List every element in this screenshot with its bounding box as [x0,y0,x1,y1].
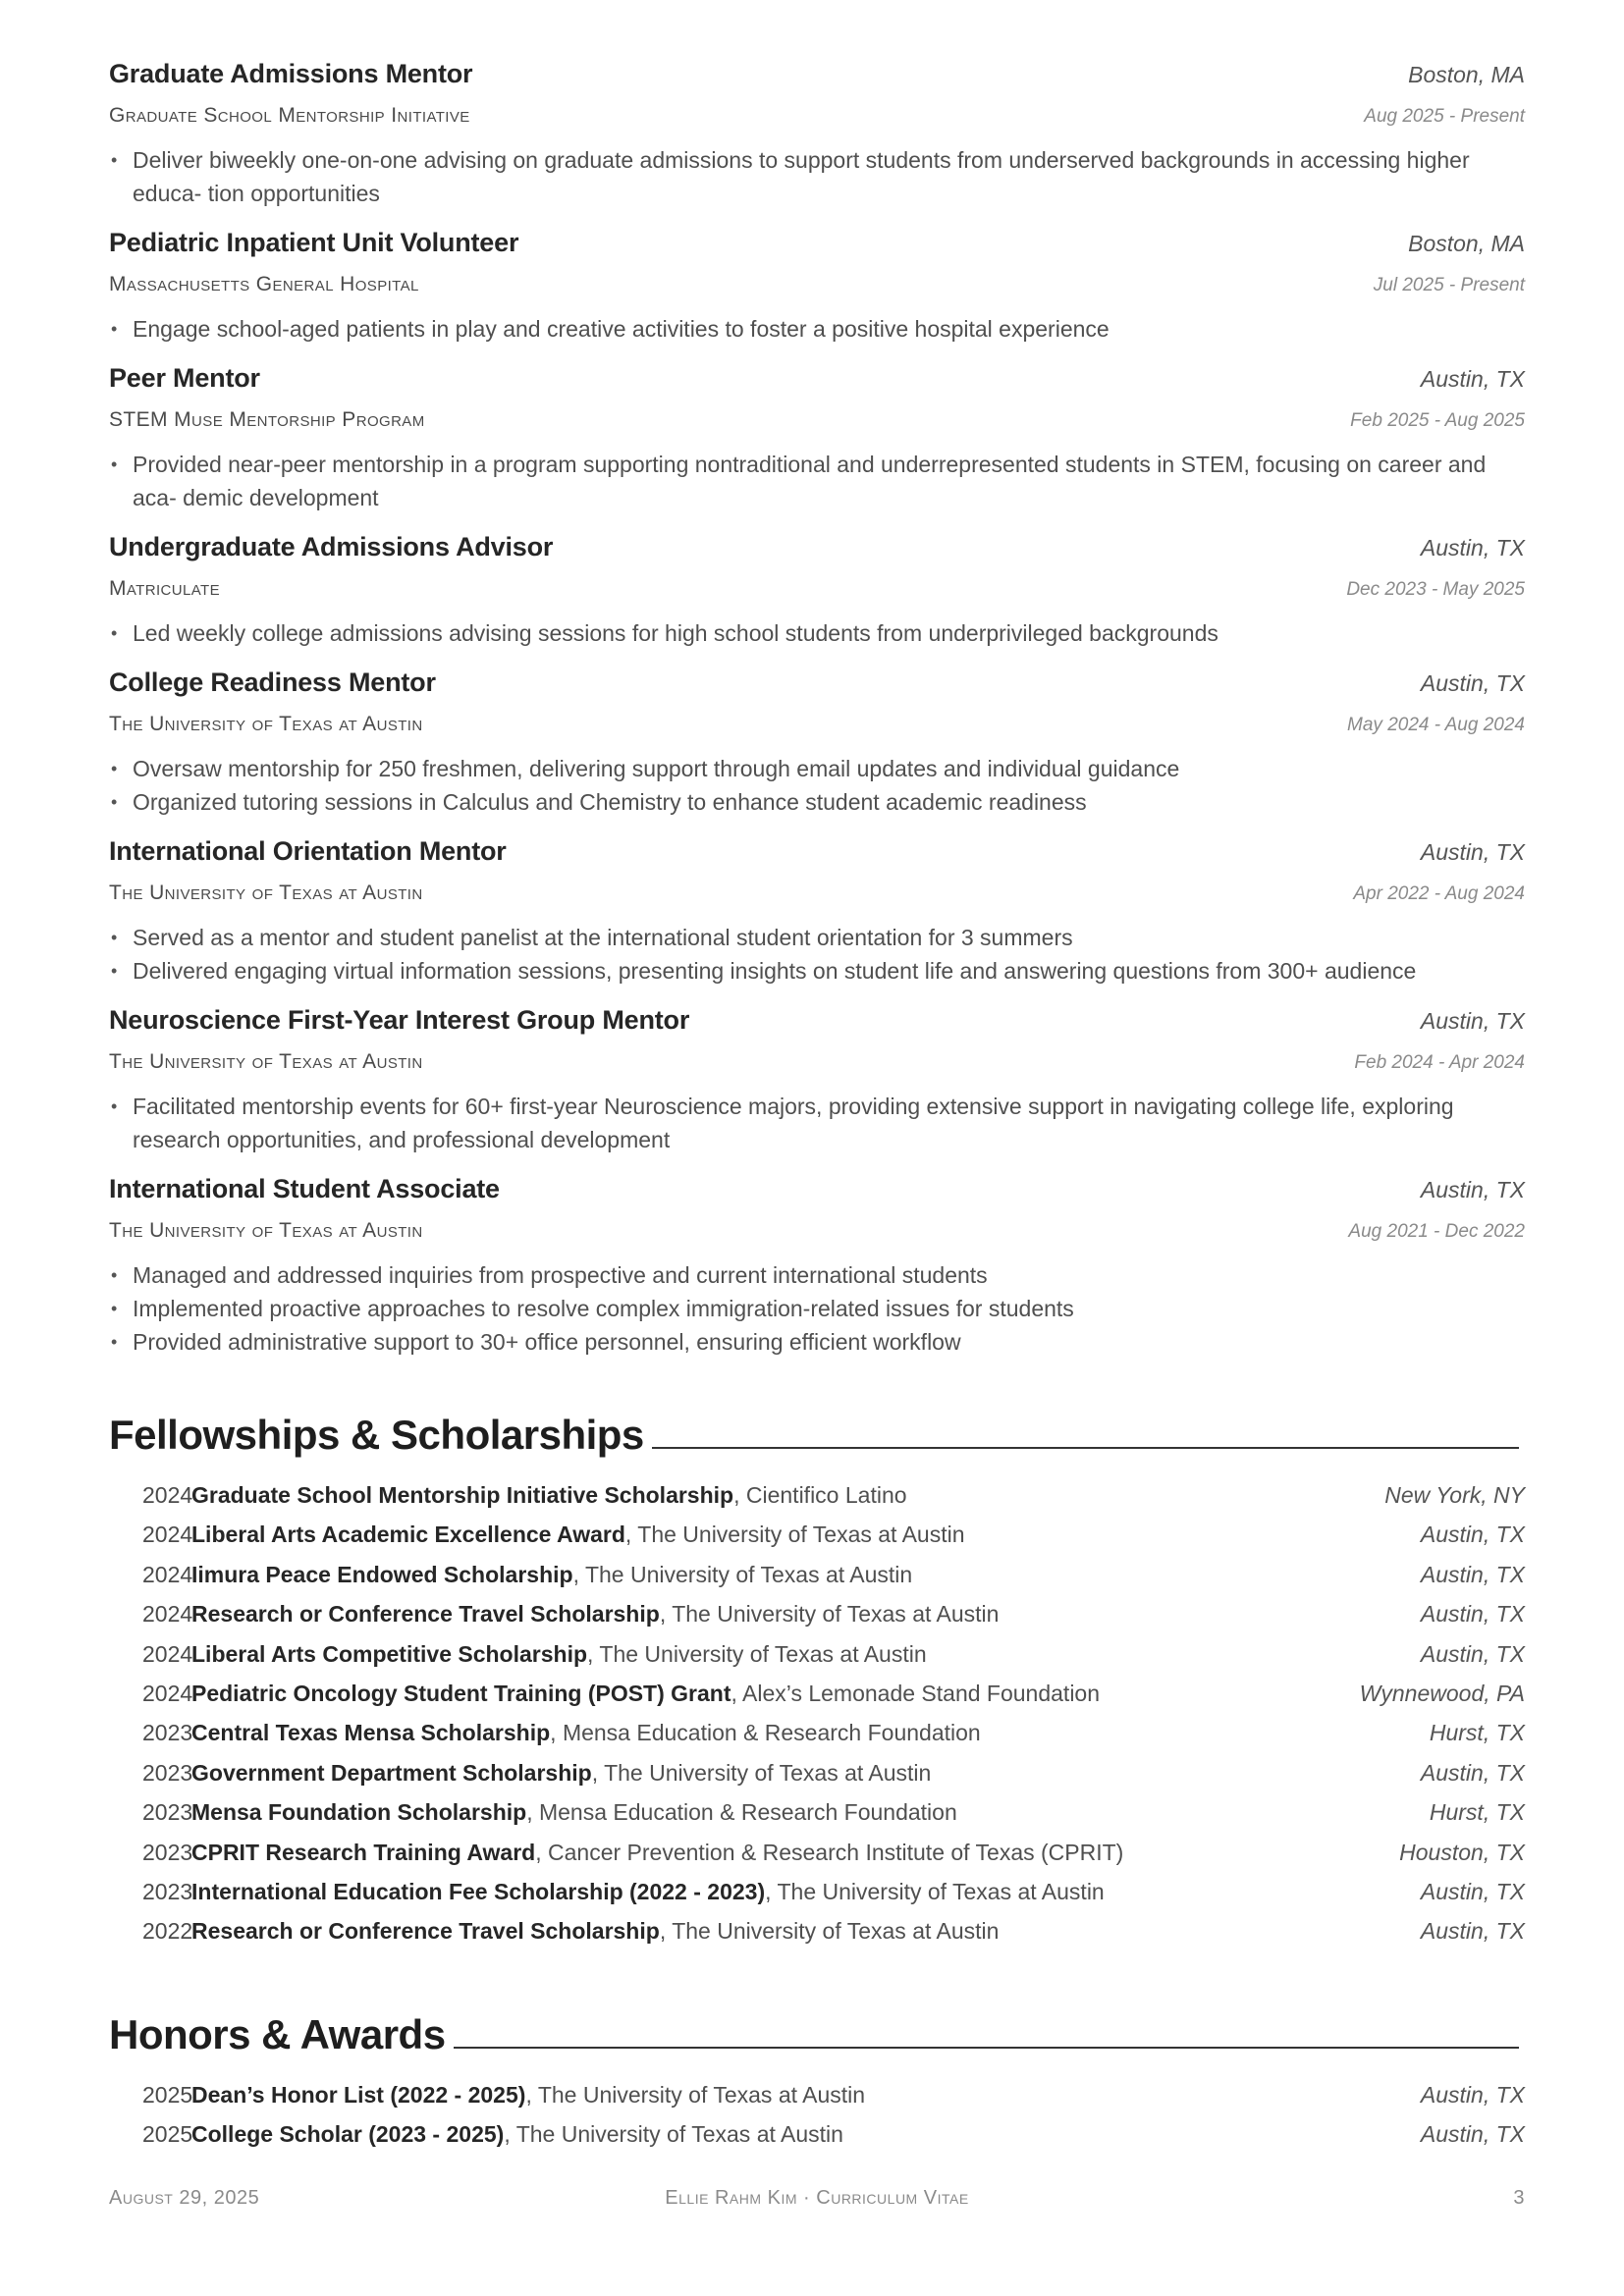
entry-header [109,59,1525,104]
award-organization: Mensa Education & Research Foundation [562,1720,981,1746]
entry-bullets [109,1090,1525,1156]
bullet-item: • Implemented proactive approaches to resolve complex immigration-related issues for students [109,1292,1525,1325]
award-location: Austin, TX [1420,1561,1525,1587]
entry-title: International Student Associate [109,1174,500,1203]
award-name: Dean’s Honor List (2022 - 2025) [191,2081,526,2108]
bullet-item: • Provided near-peer mentorship in a program supporting nontraditional and underrepresented students in STEM, focusing on career and aca- demic development [109,448,1525,514]
entry-bullets [109,448,1525,514]
award-location: Austin, TX [1420,1640,1525,1667]
entry-subheader [109,408,1525,445]
award-year: 2023 [142,1720,193,1746]
entry-organization: The University of Texas at Austin [109,1050,423,1073]
award-organization: Cientifico Latino [745,1482,907,1508]
award-name: Liberal Arts Competitive Scholarship [191,1640,588,1667]
bullet-item: • Managed and addressed inquiries from prospective and current international students [109,1258,1525,1292]
entry-subheader [109,713,1525,749]
page-footer [109,2187,1525,2210]
experience-entry [109,836,1525,988]
award-body: College Scholar (2023 - 2025), The University of Texas at Austin [191,2121,843,2148]
entry-location: Austin, TX [1420,1177,1525,1202]
award-organization: Alex’s Lemonade Stand Foundation [742,1680,1101,1706]
entry-bullets [109,1258,1525,1359]
award-body: International Education Fee Scholarship (2022 - 2023), The University of Texas at Austin [191,1878,1105,1904]
award-row [109,1562,1525,1601]
award-name: Graduate School Mentorship Initiative Scholarship [191,1482,734,1508]
award-organization: Mensa Education & Research Foundation [538,1799,957,1826]
fellowships-section [109,1398,1525,1958]
entry-title: Peer Mentor [109,363,260,393]
award-location: Wynnewood, PA [1359,1680,1525,1706]
entry-organization: Massachusetts General Hospital [109,273,419,295]
entry-bullets [109,616,1525,650]
entry-title: Neuroscience First-Year Interest Group Mentor [109,1005,690,1035]
award-body: Research or Conference Travel Scholarship, The University of Texas at Austin [191,1601,1000,1628]
award-row [109,1522,1525,1561]
bullet-item: • Delivered engaging virtual information sessions, presenting insights on student life and answering questions from 300+ audience [109,954,1525,988]
entry-location: Boston, MA [1408,62,1525,87]
experience-entry [109,228,1525,346]
award-year: 2023 [142,1839,193,1865]
award-year: 2024 [142,1640,193,1667]
award-location: Austin, TX [1420,1601,1525,1628]
award-organization: Cancer Prevention & Research Institute of Texas (CPRIT) [548,1839,1124,1865]
award-organization: The University of Texas at Austin [537,2081,866,2108]
award-row [109,1879,1525,1918]
award-year: 2025 [142,2121,193,2148]
entry-bullets [109,921,1525,988]
award-location: Houston, TX [1399,1839,1525,1865]
award-name: International Education Fee Scholarship (2022 - 2023) [191,1878,766,1904]
entry-title: Undergraduate Admissions Advisor [109,532,554,561]
award-body: Dean’s Honor List (2022 - 2025), The University of Texas at Austin [191,2081,866,2108]
entry-dates: Feb 2024 - Apr 2024 [1354,1052,1525,1073]
entry-title: Pediatric Inpatient Unit Volunteer [109,228,519,257]
page-number: 3 [1513,2187,1525,2209]
entry-organization: The University of Texas at Austin [109,1219,423,1242]
award-organization: The University of Texas at Austin [777,1878,1105,1904]
bullet-item: • Facilitated mentorship events for 60+ first-year Neuroscience majors, providing extensive support in navigating college life, exploring research opportunities, and professional development [109,1090,1525,1156]
bullet-item: • Organized tutoring sessions in Calculus and Chemistry to enhance student academic readiness [109,785,1525,819]
experience-entry [109,1174,1525,1359]
entry-dates: Jul 2025 - Present [1373,275,1525,295]
footer-title: Ellie Rahm Kim · Curriculum Vitae [665,2187,969,2209]
entry-subheader [109,1050,1525,1087]
entry-dates: Aug 2025 - Present [1364,106,1525,127]
entry-subheader [109,881,1525,918]
award-name: Research or Conference Travel Scholarship [191,1601,660,1628]
entry-dates: Aug 2021 - Dec 2022 [1348,1221,1525,1242]
award-name: CPRIT Research Training Award [191,1839,536,1865]
award-organization: The University of Texas at Austin [672,1918,1000,1945]
award-name: College Scholar (2023 - 2025) [191,2121,505,2148]
bullet-item: • Oversaw mentorship for 250 freshmen, delivering support through email updates and individual guidance [109,752,1525,785]
cv-page [109,59,1525,2161]
award-year: 2024 [142,1522,193,1548]
award-year: 2022 [142,1918,193,1945]
award-year: 2024 [142,1601,193,1628]
award-row [109,1681,1525,1720]
bullet-item: • Led weekly college admissions advising sessions for high school students from underprivileged backgrounds [109,616,1525,650]
experience-section [109,59,1525,1359]
entry-location: Austin, TX [1420,366,1525,392]
award-location: Austin, TX [1420,1522,1525,1548]
bullet-item: • Provided administrative support to 30+ office personnel, ensuring efficient workflow [109,1325,1525,1359]
section-header [109,1998,1525,2058]
award-location: Austin, TX [1420,2081,1525,2108]
bullet-item: • Deliver biweekly one-on-one advising on graduate admissions to support students from underserved backgrounds in accessing higher educa- tion opportunities [109,143,1525,210]
entry-location: Austin, TX [1420,670,1525,696]
entry-location: Austin, TX [1420,1008,1525,1034]
entry-subheader [109,1219,1525,1255]
award-name: Liberal Arts Academic Excellence Award [191,1522,625,1548]
award-location: Austin, TX [1420,2121,1525,2148]
entry-bullets [109,752,1525,819]
entry-dates: Dec 2023 - May 2025 [1346,579,1525,600]
bullet-item: • Served as a mentor and student panelist at the international student orientation for 3 summers [109,921,1525,954]
award-body: Liberal Arts Competitive Scholarship, The University of Texas at Austin [191,1640,927,1667]
entry-title: Graduate Admissions Mentor [109,59,473,88]
award-body: Iimura Peace Endowed Scholarship, The University of Texas at Austin [191,1561,913,1587]
award-body: Government Department Scholarship, The University of Texas at Austin [191,1759,932,1786]
award-body: Liberal Arts Academic Excellence Award, The University of Texas at Austin [191,1522,965,1548]
award-name: Government Department Scholarship [191,1759,592,1786]
award-organization: The University of Texas at Austin [637,1522,965,1548]
fellowship-list [109,1482,1525,1958]
award-body: Research or Conference Travel Scholarship, The University of Texas at Austin [191,1918,1000,1945]
award-year: 2023 [142,1799,193,1826]
honors-section [109,1998,1525,2162]
award-row [109,1760,1525,1799]
award-organization: The University of Texas at Austin [599,1640,927,1667]
award-row [109,1641,1525,1681]
award-row [109,1482,1525,1522]
award-body: Central Texas Mensa Scholarship, Mensa Education & Research Foundation [191,1720,981,1746]
award-name: Mensa Foundation Scholarship [191,1799,527,1826]
award-organization: The University of Texas at Austin [604,1759,932,1786]
entry-title: College Readiness Mentor [109,667,436,697]
award-year: 2025 [142,2081,193,2108]
award-location: Austin, TX [1420,1918,1525,1945]
award-year: 2024 [142,1482,193,1508]
entry-location: Austin, TX [1420,535,1525,561]
award-row [109,1601,1525,1640]
entry-bullets [109,312,1525,346]
entry-header [109,1005,1525,1050]
entry-subheader [109,577,1525,614]
award-organization: The University of Texas at Austin [584,1561,913,1587]
entry-header [109,363,1525,408]
entry-location: Austin, TX [1420,839,1525,865]
award-name: Pediatric Oncology Student Training (POST) Grant [191,1680,731,1706]
entry-organization: The University of Texas at Austin [109,881,423,904]
award-name: Research or Conference Travel Scholarship [191,1918,660,1945]
award-year: 2023 [142,1759,193,1786]
award-name: Iimura Peace Endowed Scholarship [191,1561,573,1587]
bullet-item: • Engage school-aged patients in play and creative activities to foster a positive hospital experience [109,312,1525,346]
award-body: Pediatric Oncology Student Training (POST) Grant, Alex’s Lemonade Stand Foundation [191,1680,1101,1706]
entry-header [109,667,1525,713]
award-body: CPRIT Research Training Award, Cancer Prevention & Research Institute of Texas (CPRIT) [191,1839,1124,1865]
section-title: Fellowships & Scholarships [109,1412,644,1458]
experience-entry [109,363,1525,514]
entry-subheader [109,273,1525,309]
section-rule [652,1447,1519,1449]
award-year: 2024 [142,1561,193,1587]
experience-entry [109,667,1525,819]
honor-list [109,2082,1525,2162]
section-header [109,1398,1525,1459]
section-rule [454,2047,1519,2049]
experience-entry [109,1005,1525,1156]
entry-dates: Feb 2025 - Aug 2025 [1350,410,1525,431]
award-row [109,1720,1525,1759]
award-organization: The University of Texas at Austin [515,2121,843,2148]
award-location: Hurst, TX [1429,1799,1525,1826]
award-name: Central Texas Mensa Scholarship [191,1720,551,1746]
entry-subheader [109,104,1525,140]
award-row [109,1918,1525,1957]
award-organization: The University of Texas at Austin [672,1601,1000,1628]
award-body: Graduate School Mentorship Initiative Scholarship, Cientifico Latino [191,1482,907,1508]
entry-organization: Graduate School Mentorship Initiative [109,104,470,127]
entry-title: International Orientation Mentor [109,836,507,866]
award-year: 2023 [142,1878,193,1904]
award-row [109,1799,1525,1839]
entry-bullets [109,143,1525,210]
entry-location: Boston, MA [1408,231,1525,256]
award-row [109,2082,1525,2121]
experience-entry [109,59,1525,210]
entry-header [109,836,1525,881]
entry-header [109,228,1525,273]
entry-header [109,532,1525,577]
award-location: Austin, TX [1420,1878,1525,1904]
experience-entry [109,532,1525,650]
entry-dates: May 2024 - Aug 2024 [1347,715,1525,735]
entry-organization: Matriculate [109,577,221,600]
award-location: Hurst, TX [1429,1720,1525,1746]
entry-organization: The University of Texas at Austin [109,713,423,735]
entry-organization: STEM Muse Mentorship Program [109,408,425,431]
entry-header [109,1174,1525,1219]
award-location: Austin, TX [1420,1759,1525,1786]
award-year: 2024 [142,1680,193,1706]
section-title: Honors & Awards [109,2010,446,2057]
award-location: New York, NY [1384,1482,1525,1508]
award-body: Mensa Foundation Scholarship, Mensa Education & Research Foundation [191,1799,957,1826]
award-row [109,2121,1525,2161]
award-row [109,1840,1525,1879]
footer-date: August 29, 2025 [109,2187,260,2209]
entry-dates: Apr 2022 - Aug 2024 [1353,883,1525,904]
